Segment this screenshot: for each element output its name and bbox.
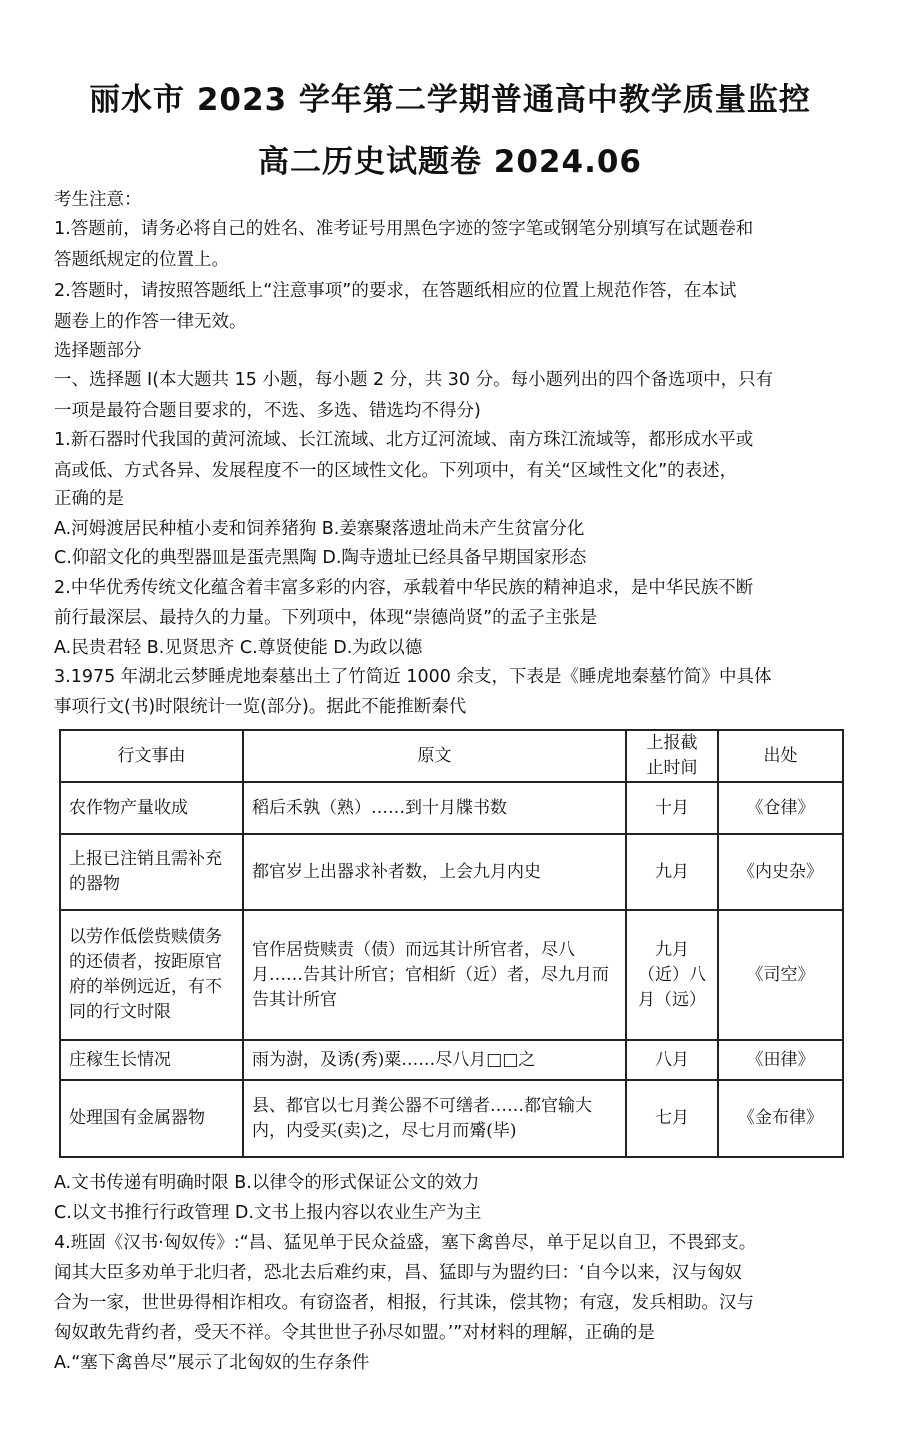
row-deadline: 七月 (626, 1080, 718, 1157)
row-reason: 以劳作低偿赀赎债务的还债者，按距原官府的举例远近，有不同的行文时限 (60, 910, 243, 1040)
row-text: 官作居赀赎责（债）而远其计所官者，尽八月……告其计所官；官相紤（近）者，尽九月而告其计所官 (243, 910, 626, 1040)
notice-item1-line2: 答题纸规定的位置上。 (54, 250, 229, 270)
notice-item2-line1: 2.答题时，请按照答题纸上“注意事项”的要求，在答题纸相应的位置上规范作答，在本试 (54, 281, 737, 301)
table-header-deadline-line2: 止时间 (646, 758, 698, 778)
table-row (60, 910, 843, 1040)
exam-title-line1: 丽水市 2023 学年第二学期普通高中教学质量监控 (89, 82, 811, 118)
q3-stem-line1: 3.1975 年湖北云梦睡虎地秦墓出土了竹简近 1000 余支，下表是《睡虎地秦墓竹简》中具体 (54, 667, 772, 687)
row-deadline: 十月 (626, 782, 718, 834)
q4-option-a: A.“塞下禽兽尽”展示了北匈奴的生存条件 (54, 1353, 370, 1373)
table-header-text: 原文 (243, 730, 626, 782)
row-text: 县、都官以七月粪公器不可缮者……都官输大内，内受买(卖)之，尽七月而觱(毕) (243, 1080, 626, 1157)
row-source: 《金布律》 (718, 1080, 843, 1157)
q1-stem-line2: 高或低、方式各异、发展程度不一的区域性文化。下列项中，有关“区域性文化”的表述， (54, 461, 738, 481)
q1-options-line2: C.仰韶文化的典型器皿是蛋壳黑陶 D.陶寺遗址已经具备早期国家形态 (54, 548, 587, 568)
table-header-source: 出处 (718, 730, 843, 782)
q2-stem-line1: 2.中华优秀传统文化蕴含着丰富多彩的内容，承载着中华民族的精神追求，是中华民族不断 (54, 578, 754, 598)
notice-item1-line1: 1.答题前，请务必将自己的姓名、准考证号用黑色字迹的签字笔或钢笔分别填写在试题卷和 (54, 219, 754, 239)
row-source: 《仓律》 (718, 782, 843, 834)
row-deadline: 九月（近）八月（远） (626, 910, 718, 1040)
q3-options-line2: C.以文书推行行政管理 D.文书上报内容以农业生产为主 (54, 1203, 482, 1223)
q2-stem-line2: 前行最深层、最持久的力量。下列项中，体现“崇德尚贤”的孟子主张是 (54, 608, 598, 628)
table-row (60, 1040, 843, 1080)
section-instructions-line2: 一项是最符合题目要求的，不选、多选、错选均不得分) (54, 401, 481, 421)
q4-stem-line4: 匈奴敢先背约者，受天不祥。令其世世子孙尽如盟。’”对材料的理解，正确的是 (54, 1323, 655, 1343)
q4-stem-line2: 闻其大臣多劝单于北归者，恐北去后难约束，昌、猛即与为盟约曰：‘自今以来，汉与匈奴 (54, 1263, 743, 1283)
section-instructions-line1: 一、选择题 I(本大题共 15 小题，每小题 2 分，共 30 分。每小题列出的四个备选项中，只有 (54, 370, 774, 390)
row-reason: 庄稼生长情况 (60, 1040, 243, 1080)
row-deadline: 八月 (626, 1040, 718, 1080)
q3-table (59, 729, 844, 1158)
table-header-deadline (626, 730, 718, 782)
part-title: 选择题部分 (54, 341, 142, 361)
row-source: 《内史杂》 (718, 834, 843, 910)
table-header-reason: 行文事由 (60, 730, 243, 782)
row-text: 都官岁上出器求补者数，上会九月内史 (243, 834, 626, 910)
table-header-row (60, 730, 843, 782)
q1-stem-line1: 1.新石器时代我国的黄河流域、长江流域、北方辽河流域、南方珠江流域等，都形成水平或 (54, 430, 754, 450)
q3-options-line1: A.文书传递有明确时限 B.以律令的形式保证公文的效力 (54, 1173, 480, 1193)
row-deadline: 九月 (626, 834, 718, 910)
row-reason: 处理国有金属器物 (60, 1080, 243, 1157)
q4-stem-line3: 合为一家，世世毋得相诈相攻。有窃盗者，相报，行其诛，偿其物；有寇，发兵相助。汉与 (54, 1293, 754, 1313)
row-reason: 农作物产量收成 (60, 782, 243, 834)
table-row (60, 782, 843, 834)
row-reason: 上报已注销且需补充的器物 (60, 834, 243, 910)
notice-heading: 考生注意： (54, 190, 142, 210)
q3-stem-line2: 事项行文(书)时限统计一览(部分)。据此不能推断秦代 (54, 697, 467, 717)
row-source: 《司空》 (718, 910, 843, 1040)
q1-options-line1: A.河姆渡居民种植小麦和饲养猪狗 B.姜寨聚落遗址尚未产生贫富分化 (54, 519, 585, 539)
table-row (60, 1080, 843, 1157)
exam-title-line2: 高二历史试题卷 2024.06 (258, 144, 642, 180)
notice-item2-line2: 题卷上的作答一律无效。 (54, 312, 247, 332)
q1-stem-line3: 正确的是 (54, 489, 124, 509)
row-text: 雨为澍，及诱(秀)粟……尽八月□□之 (243, 1040, 626, 1080)
q4-stem-line1: 4.班固《汉书·匈奴传》:“昌、猛见单于民众益盛，塞下禽兽尽，单于足以自卫，不畏郅支。 (54, 1233, 757, 1253)
row-source: 《田律》 (718, 1040, 843, 1080)
row-text: 稻后禾孰（熟）……到十月牒书数 (243, 782, 626, 834)
table-row (60, 834, 843, 910)
table-header-deadline-line1: 上报截 (646, 733, 698, 753)
q2-options: A.民贵君轻 B.见贤思齐 C.尊贤使能 D.为政以德 (54, 638, 423, 658)
